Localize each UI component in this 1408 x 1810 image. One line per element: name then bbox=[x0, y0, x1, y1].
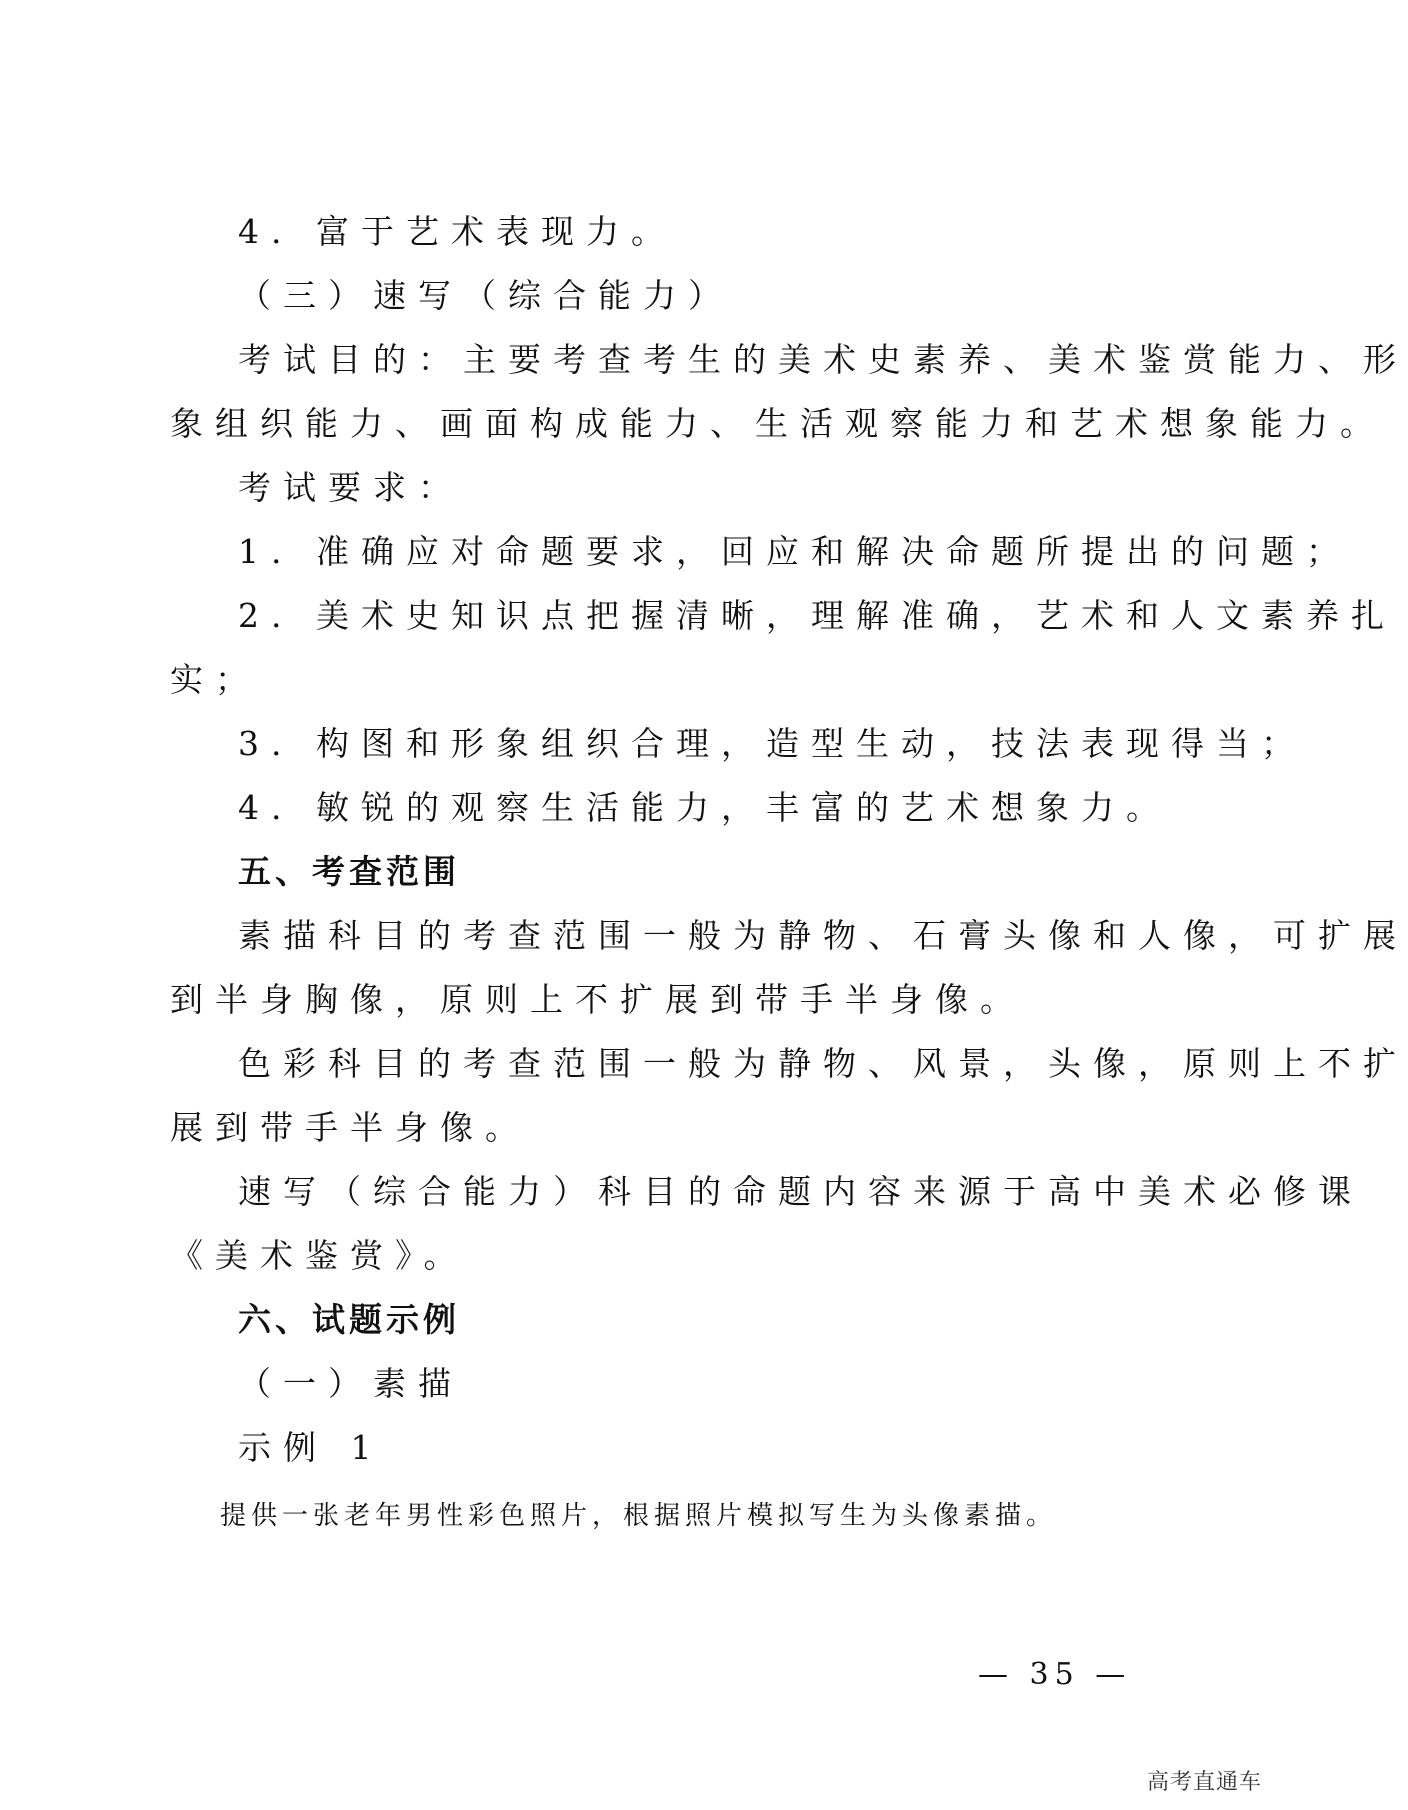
list-item: 3. 构图和形象组织合理，造型生动，技法表现得当； bbox=[238, 724, 1306, 763]
list-item: 4. 敏锐的观察生活能力，丰富的艺术想象力。 bbox=[238, 788, 1171, 827]
example-label: 示例 1 bbox=[238, 1428, 384, 1467]
body-text-line: 素描科目的考查范围一般为静物、石膏头像和人像，可扩展 bbox=[238, 916, 1408, 955]
subsection-heading: （三）速写（综合能力） bbox=[238, 276, 733, 315]
body-text-line: 考试要求： bbox=[238, 468, 463, 507]
body-text-line: 4. 富于艺术表现力。 bbox=[238, 212, 676, 251]
section-heading: 六、试题示例 bbox=[238, 1300, 460, 1339]
body-text-line: 展到带手半身像。 bbox=[170, 1108, 530, 1147]
example-text: 提供一张老年男性彩色照片，根据照片模拟写生为头像素描。 bbox=[220, 1501, 1058, 1531]
body-text-line: 色彩科目的考查范围一般为静物、风景，头像，原则上不扩 bbox=[238, 1044, 1408, 1083]
list-item: 2. 美术史知识点把握清晰，理解准确，艺术和人文素养扎 bbox=[238, 596, 1396, 635]
subsection-heading: （一）素描 bbox=[238, 1364, 463, 1403]
watermark: 高考直通车 bbox=[1146, 1770, 1262, 1795]
body-text-line: 《美术鉴赏》。 bbox=[170, 1236, 469, 1275]
page-number: — 35 — bbox=[978, 1657, 1132, 1692]
section-heading: 五、考查范围 bbox=[238, 852, 460, 891]
body-text-line: 速写（综合能力）科目的命题内容来源于高中美术必修课 bbox=[238, 1172, 1363, 1211]
body-text-line: 到半身胸像，原则上不扩展到带手半身像。 bbox=[170, 980, 1025, 1019]
body-text-line: 考试目的：主要考查考生的美术史素养、美术鉴赏能力、形 bbox=[238, 340, 1408, 379]
body-text-line: 象组织能力、画面构成能力、生活观察能力和艺术想象能力。 bbox=[170, 404, 1385, 443]
list-item: 1. 准确应对命题要求，回应和解决命题所提出的问题； bbox=[238, 532, 1351, 571]
body-text-line: 实； bbox=[170, 660, 260, 699]
